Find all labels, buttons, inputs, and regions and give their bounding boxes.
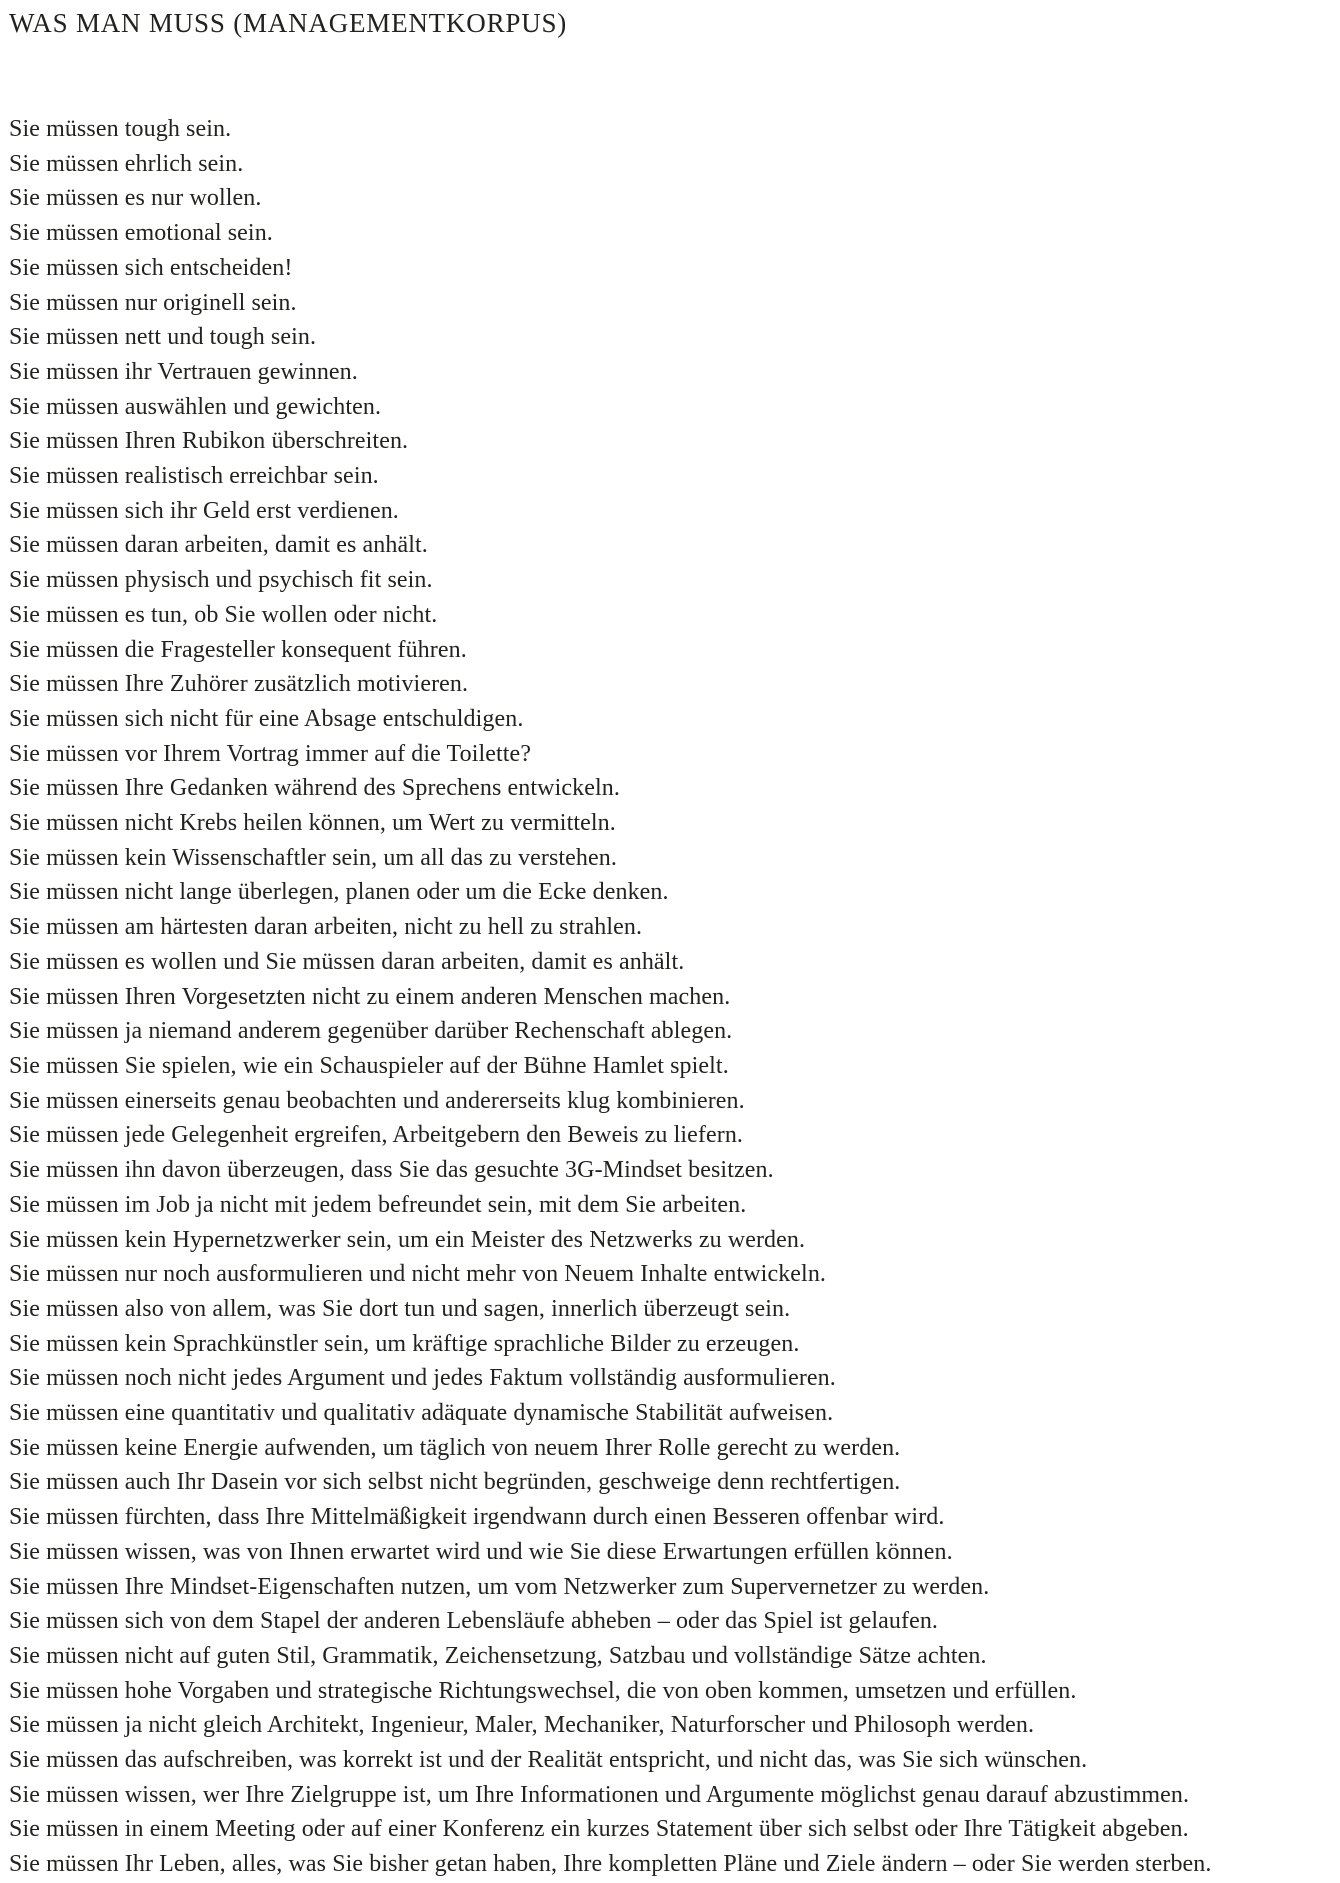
sentence-line: Sie müssen auch Ihr Dasein vor sich selbst nicht begründen, geschweige denn rechtfertigen.	[9, 1469, 901, 1496]
sentence-line: Sie müssen fürchten, dass Ihre Mittelmäßigkeit irgendwann durch einen Besseren offenbar wird.	[9, 1504, 945, 1531]
sentence-line: Sie müssen vor Ihrem Vortrag immer auf die Toilette?	[9, 740, 532, 767]
sentence-line: Sie müssen ja nicht gleich Architekt, Ingenieur, Maler, Mechaniker, Naturforscher und Philosoph werden.	[9, 1712, 1035, 1739]
sentence-line: Sie müssen auswählen und gewichten.	[9, 393, 382, 420]
sentence-line: Sie müssen kein Wissenschaftler sein, um all das zu verstehen.	[9, 844, 617, 871]
sentence-line: Sie müssen sich ihr Geld erst verdienen.	[9, 497, 399, 524]
sentence-line: Sie müssen Ihren Vorgesetzten nicht zu einem anderen Menschen machen.	[9, 983, 731, 1010]
sentence-line: Sie müssen wissen, was von Ihnen erwartet wird und wie Sie diese Erwartungen erfüllen können.	[9, 1538, 953, 1565]
sentence-line: Sie müssen physisch und psychisch fit sein.	[9, 567, 433, 594]
sentence-line: Sie müssen daran arbeiten, damit es anhält.	[9, 532, 428, 559]
sentence-line: Sie müssen tough sein.	[9, 116, 232, 142]
sentence-line: Sie müssen Ihr Leben, alles, was Sie bisher getan haben, Ihre kompletten Pläne und Ziele ändern – oder Sie werden sterben.	[9, 1851, 1212, 1878]
sentence-line: Sie müssen am härtesten daran arbeiten, nicht zu hell zu strahlen.	[9, 914, 643, 941]
sentence-line: Sie müssen also von allem, was Sie dort tun und sagen, innerlich überzeugt sein.	[9, 1295, 791, 1322]
sentence-line: Sie müssen Ihre Mindset-Eigenschaften nutzen, um vom Netzwerker zum Supervernetzer zu werden.	[9, 1573, 990, 1600]
sentence-line: Sie müssen keine Energie aufwenden, um täglich von neuem Ihrer Rolle gerecht zu werden.	[9, 1434, 901, 1461]
sentence-line: Sie müssen nur originell sein.	[9, 289, 297, 316]
sentence-line: Sie müssen hohe Vorgaben und strategische Richtungswechsel, die von oben kommen, umsetzen und erfüllen.	[9, 1677, 1077, 1704]
sentence-line: Sie müssen Ihre Gedanken während des Sprechens entwickeln.	[9, 775, 620, 802]
sentence-line: Sie müssen die Fragesteller konsequent führen.	[9, 636, 467, 663]
sentence-line: Sie müssen ja niemand anderem gegenüber darüber Rechenschaft ablegen.	[9, 1018, 733, 1045]
sentence-line: Sie müssen Sie spielen, wie ein Schauspieler auf der Bühne Hamlet spielt.	[9, 1052, 729, 1079]
sentence-line: Sie müssen nicht Krebs heilen können, um Wert zu vermitteln.	[9, 810, 616, 837]
sentence-line: Sie müssen nicht auf guten Stil, Grammatik, Zeichensetzung, Satzbau und vollständige Sätze achten.	[9, 1642, 987, 1669]
sentence-line: Sie müssen sich nicht für eine Absage entschuldigen.	[9, 705, 524, 732]
sentence-line: Sie müssen ihn davon überzeugen, dass Sie das gesuchte 3G-Mindset besitzen.	[9, 1157, 774, 1184]
sentence-line: Sie müssen nicht lange überlegen, planen oder um die Ecke denken.	[9, 879, 669, 906]
sentence-line: Sie müssen sich entscheiden!	[9, 254, 293, 281]
sentence-line: Sie müssen Ihre Zuhörer zusätzlich motivieren.	[9, 671, 469, 698]
page-title: WAS MAN MUSS (MANAGEMENTKORPUS)	[9, 8, 568, 38]
sentence-line: Sie müssen in einem Meeting oder auf einer Konferenz ein kurzes Statement über sich selbst oder Ihre Tätigkeit abgeben.	[9, 1816, 1189, 1843]
sentence-line: Sie müssen im Job ja nicht mit jedem befreundet sein, mit dem Sie arbeiten.	[9, 1191, 747, 1218]
sentence-line: Sie müssen es nur wollen.	[9, 185, 262, 212]
sentence-list	[9, 112, 1336, 1882]
sentence-line: Sie müssen sich von dem Stapel der anderen Lebensläufe abheben – oder das Spiel ist gelaufen.	[9, 1608, 939, 1635]
sentence-line: Sie müssen einerseits genau beobachten und andererseits klug kombinieren.	[9, 1087, 745, 1114]
sentence-line: Sie müssen nur noch ausformulieren und nicht mehr von Neuem Inhalte entwickeln.	[9, 1261, 827, 1288]
sentence-line: Sie müssen das aufschreiben, was korrekt ist und der Realität entspricht, und nicht das, was Sie sich wünschen.	[9, 1747, 1088, 1774]
sentence-line: Sie müssen Ihren Rubikon überschreiten.	[9, 428, 409, 455]
sentence-line: Sie müssen es tun, ob Sie wollen oder nicht.	[9, 601, 438, 628]
sentence-line: Sie müssen jede Gelegenheit ergreifen, Arbeitgebern den Beweis zu liefern.	[9, 1122, 744, 1149]
sentence-line: Sie müssen wissen, wer Ihre Zielgruppe ist, um Ihre Informationen und Argumente möglichst genau darauf abzustimmen.	[9, 1781, 1190, 1808]
sentence-line: Sie müssen noch nicht jedes Argument und jedes Faktum vollständig ausformulieren.	[9, 1365, 836, 1392]
sentence-line: Sie müssen ihr Vertrauen gewinnen.	[9, 358, 358, 385]
sentence-line: Sie müssen nett und tough sein.	[9, 324, 317, 351]
sentence-line: Sie müssen eine quantitativ und qualitativ adäquate dynamische Stabilität aufweisen.	[9, 1400, 834, 1427]
sentence-line: Sie müssen es wollen und Sie müssen daran arbeiten, damit es anhält.	[9, 948, 685, 975]
sentence-line: Sie müssen kein Sprachkünstler sein, um kräftige sprachliche Bilder zu erzeugen.	[9, 1330, 800, 1357]
sentence-line: Sie müssen kein Hypernetzwerker sein, um ein Meister des Netzwerks zu werden.	[9, 1226, 806, 1253]
sentence-line: Sie müssen emotional sein.	[9, 220, 273, 247]
sentence-line: Sie müssen realistisch erreichbar sein.	[9, 463, 379, 490]
sentence-line: Sie müssen ehrlich sein.	[9, 150, 244, 177]
